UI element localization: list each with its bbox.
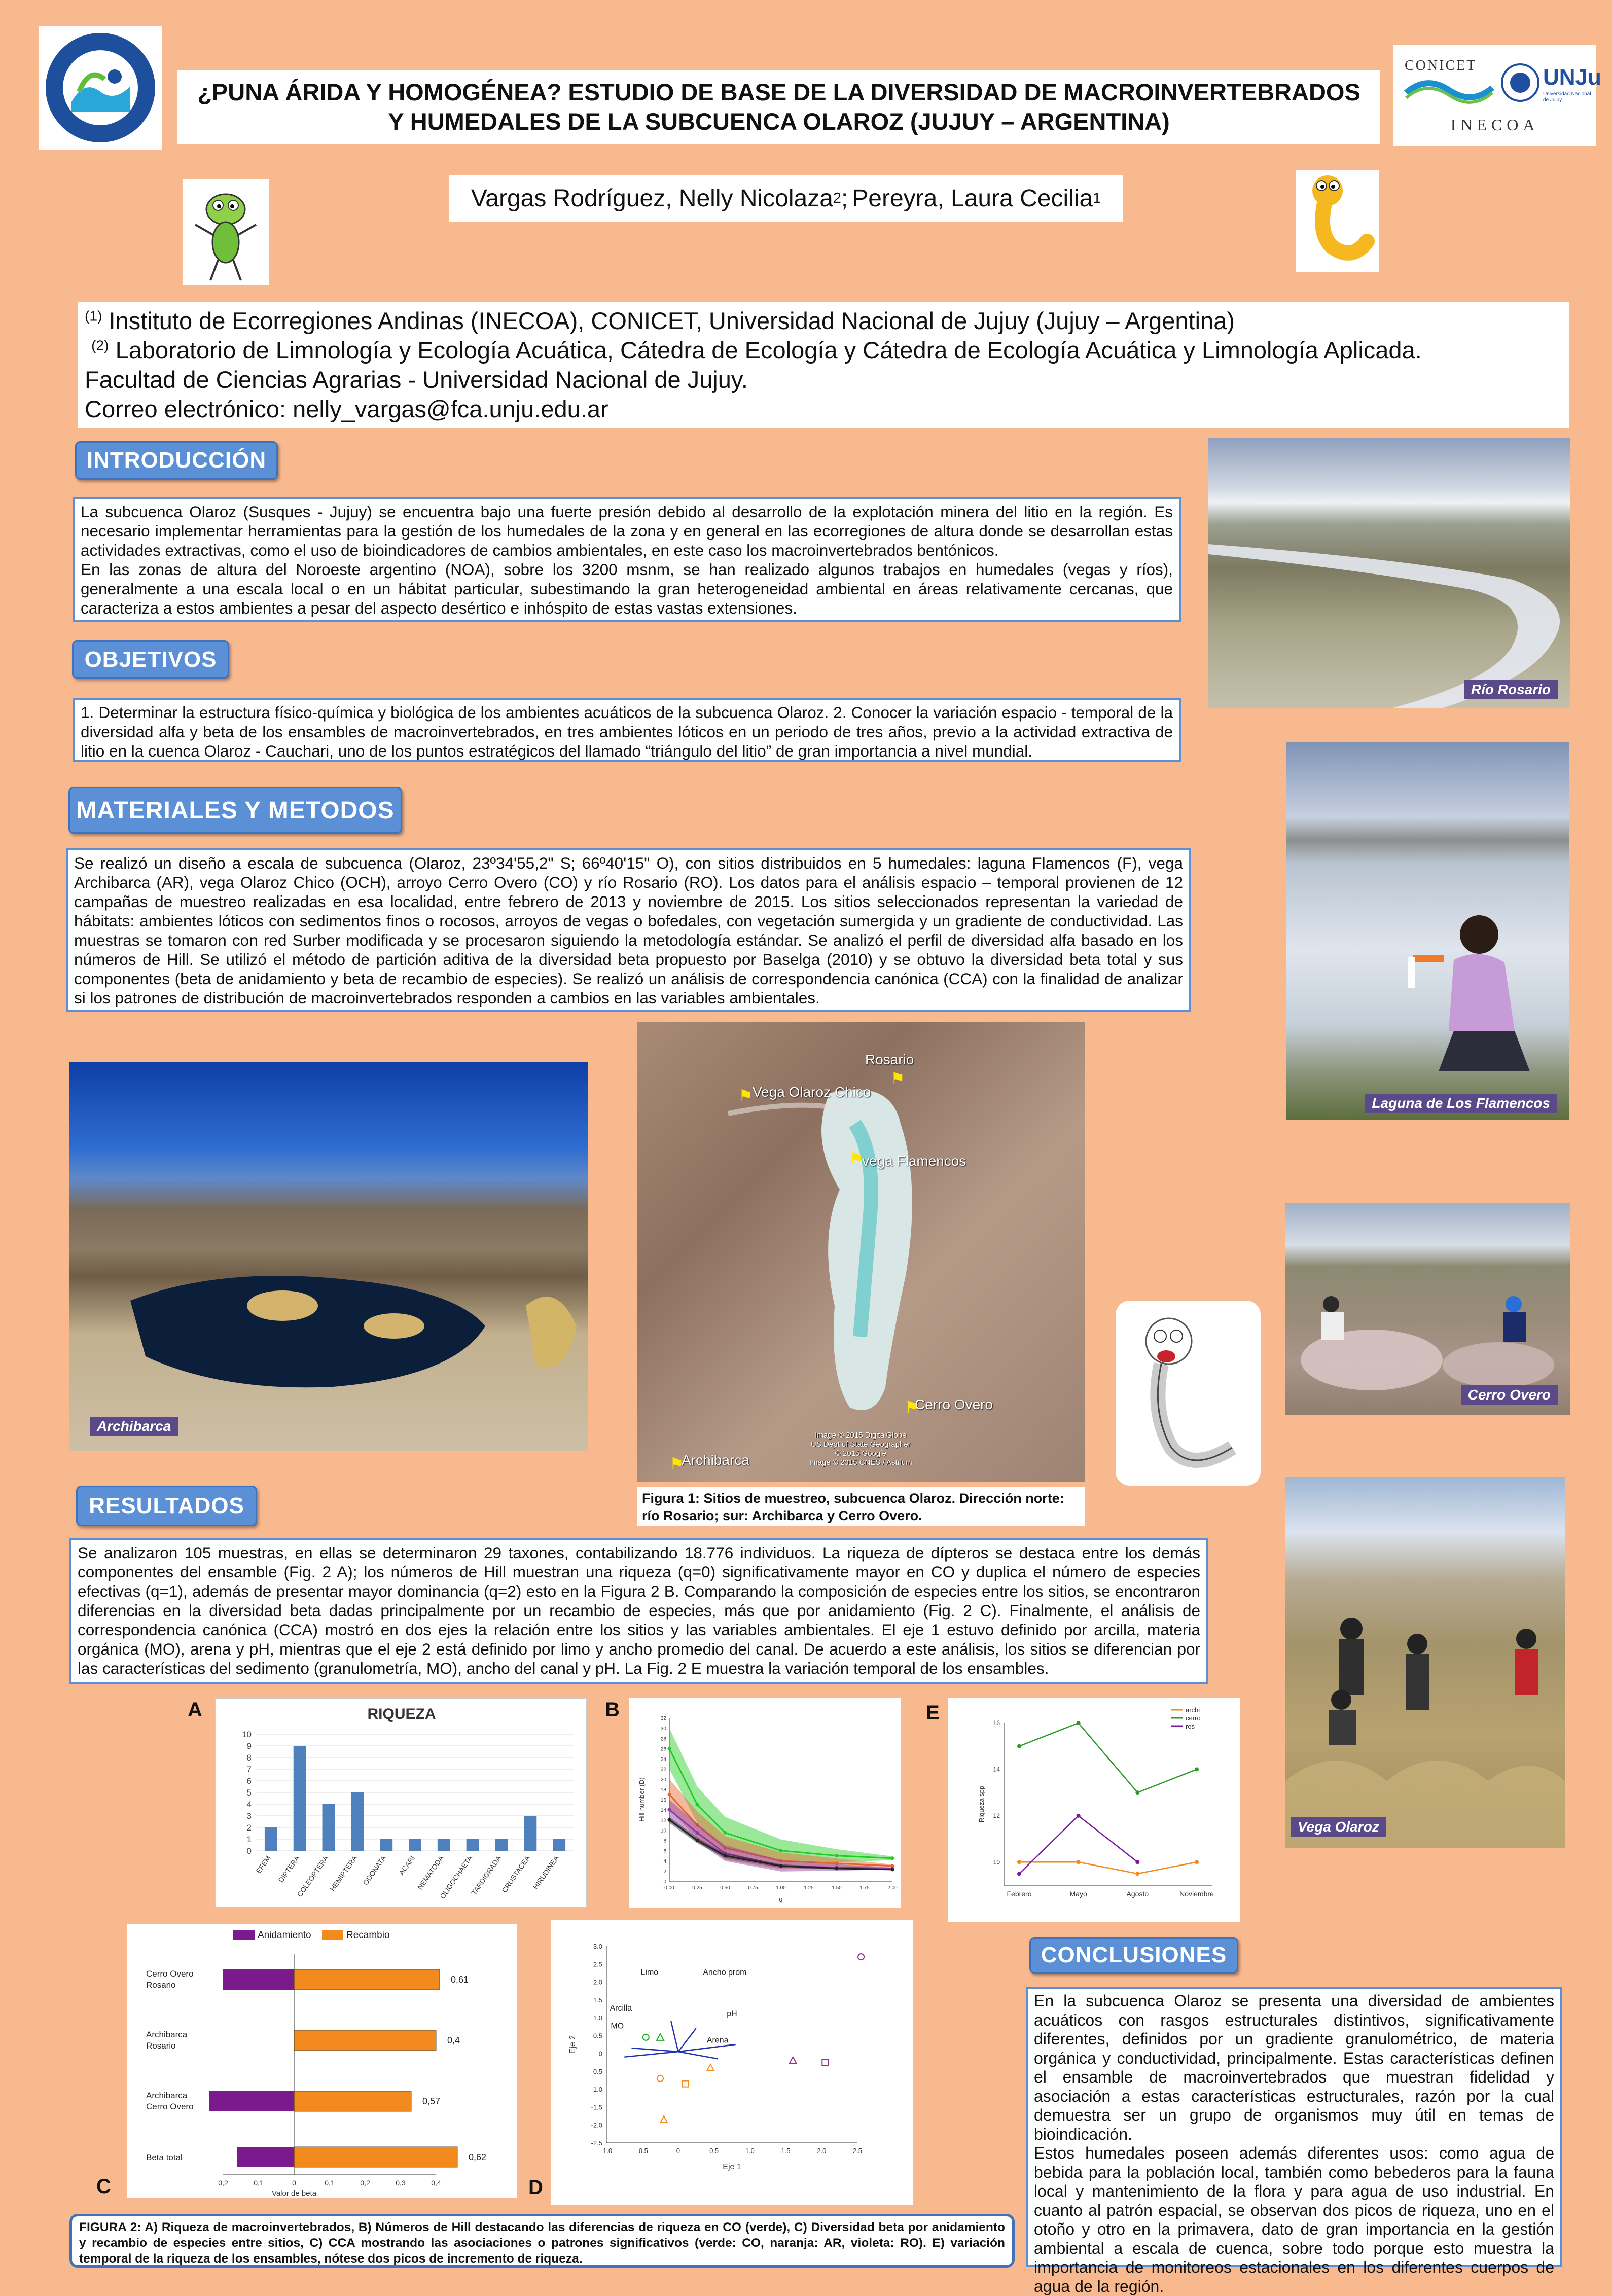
fig-letter-c: C: [96, 2175, 111, 2198]
chart-d-site-point: [657, 2075, 663, 2082]
chart-d-site-point: [643, 2034, 649, 2040]
chart-b-ytick: 4: [663, 1858, 666, 1864]
chart-e-legend-label: archi: [1186, 1706, 1200, 1714]
chart-d-xlabel: Eje 1: [723, 2163, 741, 2171]
chart-d-site-point: [822, 2059, 828, 2065]
chart-a-category: EFEM: [254, 1854, 272, 1875]
chart-d-vector: [671, 2021, 678, 2052]
chart-c-legend-swatch: [322, 1930, 343, 1940]
unju-seal-icon: [1500, 60, 1541, 105]
chart-a-ytick: 3: [246, 1811, 252, 1821]
chart-c-category: Rosario: [146, 2041, 176, 2051]
chart-a-bar: [553, 1839, 565, 1851]
chart-b-point: [696, 1839, 699, 1842]
intro-header: INTRODUCCIÓN: [75, 441, 278, 480]
chart-d-vector: [678, 2044, 735, 2052]
chart-a-ytick: 2: [246, 1823, 252, 1833]
chart-a-category: ACARI: [397, 1854, 416, 1877]
chart-b-ytick: 30: [660, 1726, 666, 1732]
chart-b-point: [835, 1854, 839, 1857]
chart-e-line: [1019, 1816, 1137, 1874]
chart-c-bar-nested: [209, 2091, 294, 2111]
author-1: Vargas Rodríguez, Nelly Nicolaza: [471, 185, 833, 212]
chart-b-ytick: 20: [660, 1777, 666, 1783]
map-copyright-1: Image © 2015 DigitalGlobe: [815, 1431, 907, 1440]
chart-b-point: [668, 1792, 671, 1796]
chart-d-vector-label: Ancho prom: [703, 1968, 747, 1977]
chart-d-ytick: 1.0: [593, 2014, 602, 2022]
chart-b-ytick: 26: [660, 1746, 666, 1752]
chart-c-bar-turnover: [294, 2030, 436, 2051]
chart-d-site-point: [790, 2057, 797, 2064]
chart-b-point: [696, 1831, 699, 1835]
chart-d-vector: [632, 2048, 678, 2052]
chart-b-ylabel: Hill number (D): [638, 1777, 646, 1822]
conicet-text: CONICET: [1405, 58, 1477, 74]
chart-b-xtick: 1.25: [804, 1885, 814, 1891]
chart-a-category: ODONATA: [361, 1854, 388, 1887]
chart-c-xtick: 0,1: [254, 2179, 264, 2187]
intro-paragraph-2: En las zonas de altura del Noroeste argentino (NOA), sobre los 3200 msnm, se han realizado algunos trabajos en humedales (vegas y ríos), generalmente a una escala local o en un hábitat particular, subestimando la gran heterogeneidad ambiental en áreas relativamente cercanas, que caracteriza a estos ambientes a pesar del aspecto desértico e inhóspito de estas vastas extensiones.: [81, 560, 1173, 617]
chart-b-ytick: 16: [660, 1798, 666, 1803]
conclusions-paragraph-1: En la subcuenca Olaroz se presenta una diversidad de ambientes acuáticos con rasgos estructurales distintivos, significativamente diferentes, definidos por un gradiente granulométrico, de materia orgánica y conductividad, principalmente. Estas características definen el ensamble de macroinvertebrados que muestran fidelidad y asociación a estas características estructurales, razón por la cual demuestra ser un grupo de organismos muy útil en temas de bioindicación.: [1034, 1992, 1554, 2143]
chart-c-category: Beta total: [146, 2152, 183, 2162]
chart-b-xtick: 1.75: [859, 1885, 870, 1891]
chart-e-point: [1195, 1860, 1199, 1864]
chart-a-bar: [467, 1839, 479, 1851]
chart-a-ytick: 6: [246, 1776, 252, 1786]
map-pin-flamencos: ⚑: [849, 1150, 864, 1168]
chart-b-xtick: 0.75: [748, 1885, 758, 1891]
chart-b-point: [835, 1867, 839, 1870]
institution-logos: [1393, 45, 1601, 146]
chart-c-xlabel: Valor de beta: [271, 2189, 317, 2198]
chart-riqueza-svg: [216, 1699, 588, 1909]
chart-d-ytick: 3.0: [593, 1943, 602, 1950]
chart-c-total: 0,62: [469, 2152, 487, 2162]
chart-b-xtick: 1.00: [776, 1885, 786, 1891]
chart-b-point: [779, 1864, 783, 1868]
chart-e-point: [1017, 1872, 1021, 1876]
chart-e-point: [1017, 1744, 1021, 1748]
chart-e-category: Febrero: [1007, 1890, 1032, 1898]
chart-b-xtick: 0.25: [692, 1885, 702, 1891]
chart-d-vector: [678, 2028, 696, 2052]
chart-e-category: Mayo: [1069, 1890, 1087, 1898]
chart-a-title: RIQUEZA: [367, 1706, 436, 1723]
chart-a-ytick: 5: [246, 1788, 252, 1798]
chart-e-line: [1019, 1723, 1197, 1792]
chart-e-ytick: 16: [993, 1719, 1000, 1727]
chart-d-ytick: -2.5: [591, 2139, 602, 2147]
chart-d-vector: [678, 2052, 718, 2059]
fig-letter-e: E: [926, 1702, 940, 1724]
chart-c-xtick: 0,1: [325, 2179, 335, 2187]
photo-cerro-overo: [1285, 1203, 1570, 1415]
chart-e-ylabel: Riqueza spp: [978, 1785, 985, 1823]
chart-a-bar: [294, 1746, 306, 1851]
chart-a-ytick: 8: [246, 1753, 252, 1763]
chart-e-category: Agosto: [1126, 1890, 1149, 1898]
inecoa-text: INECOA: [1450, 116, 1539, 134]
chart-a-bar: [323, 1804, 335, 1851]
chart-d-ytick: 1.5: [593, 1996, 602, 2004]
chart-d-ytick: -1.5: [591, 2103, 602, 2111]
chart-beta-svg: [127, 1924, 517, 2198]
chart-b-xtick: 2.00: [887, 1885, 898, 1891]
chart-beta: [127, 1924, 517, 2198]
chart-d-vector-label: pH: [727, 2009, 737, 2018]
chart-c-legend-label: Recambio: [346, 1930, 390, 1941]
chart-d-vector-label: Arcilla: [610, 2003, 632, 2013]
chart-cca: [551, 1920, 913, 2205]
map-label-archibarca: Archibarca: [682, 1452, 749, 1468]
map-label-rosario: Rosario: [865, 1052, 914, 1067]
figure-1-caption: Figura 1: Sitios de muestreo, subcuenca Olaroz. Dirección norte: río Rosario; sur: Archibarca y Cerro Overo.: [637, 1487, 1085, 1526]
chart-a-ytick: 0: [246, 1846, 252, 1856]
chart-a-bar: [495, 1839, 508, 1851]
lab-logo: [39, 26, 162, 150]
chart-b-ytick: 28: [660, 1736, 666, 1742]
map-pin-overo: ⚑: [905, 1398, 919, 1416]
chart-d-site-point: [657, 2034, 664, 2040]
label-laguna-flamencos: Laguna de Los Flamencos: [1365, 1094, 1557, 1113]
label-vega-olaroz: Vega Olaroz: [1291, 1817, 1386, 1837]
chart-c-total: 0,57: [422, 2096, 441, 2106]
chart-d-xtick: 2.5: [852, 2147, 863, 2155]
chart-d-xtick: 0.5: [709, 2147, 719, 2155]
chart-cca-svg: [551, 1920, 913, 2205]
chart-a-bar: [265, 1827, 277, 1851]
chart-c-category: Archibarca: [146, 2030, 188, 2039]
chart-b-point: [696, 1803, 699, 1807]
chart-d-xtick: -1.0: [600, 2147, 613, 2155]
chart-b-point: [668, 1808, 671, 1812]
unju-subtext: Universidad Nacional de Jujuy: [1543, 91, 1591, 103]
affil-sup-1: (1): [85, 307, 102, 324]
chart-a-category: DIPTERA: [276, 1854, 301, 1884]
chart-hill: [629, 1698, 901, 1908]
stream-people-icon: [1285, 1203, 1570, 1415]
chart-d-xtick: 1.5: [781, 2147, 791, 2155]
fig-letter-b: B: [605, 1699, 620, 1721]
chart-c-bar-nested: [223, 1969, 294, 1990]
chart-c-category: Archibarca: [146, 2091, 188, 2100]
label-rio-rosario: Río Rosario: [1464, 680, 1558, 699]
vega-people-icon: [1285, 1477, 1565, 1848]
chart-b-ytick: 6: [663, 1848, 666, 1854]
chart-d-ytick: -2.0: [591, 2121, 602, 2129]
chart-a-bar: [380, 1839, 392, 1851]
chart-b-point: [891, 1856, 894, 1860]
chart-c-category: Cerro Overo: [146, 2102, 194, 2111]
chart-c-xtick: 0,2: [360, 2179, 370, 2187]
chart-e-legend-label: cerro: [1186, 1714, 1201, 1722]
map-pin-rosario: ⚑: [890, 1069, 905, 1088]
chart-temporal-svg: [948, 1698, 1240, 1922]
chart-d-ylabel: Eje 2: [568, 2035, 577, 2054]
label-archibarca: Archibarca: [90, 1417, 178, 1436]
chart-hill-svg: [629, 1698, 901, 1908]
chart-e-category: Noviembre: [1179, 1890, 1214, 1898]
chart-b-point: [668, 1747, 671, 1750]
chart-c-bar-turnover: [294, 1969, 440, 1990]
chart-d-ytick: -1.0: [591, 2086, 602, 2094]
chart-a-ytick: 4: [246, 1800, 252, 1809]
methods-header: MATERIALES Y METODOS: [68, 787, 402, 834]
chart-e-legend-label: ros: [1186, 1723, 1195, 1730]
affiliations: [78, 302, 1569, 428]
chart-b-ytick: 24: [660, 1756, 666, 1763]
fig-letter-a: A: [188, 1699, 202, 1721]
chart-e-point: [1077, 1814, 1081, 1818]
chart-c-total: 0,61: [451, 1975, 469, 1985]
methods-text: Se realizó un diseño a escala de subcuenca (Olaroz, 23º34'55,2" S; 66º40'15" O), con sitios distribuidos en 5 humedales: laguna Flamencos (F), vega Archibarca (AR), vega Olaroz Chico (OCH), arroyo Cerro Overo (CO) y río Rosario (RO). Los datos para el análisis espacio – temporal provienen de 12 campañas de muestreo realizadas en esa localidad, entre febrero de 2013 y noviembre de 2015. Los sitios seleccionados representan la variedad de hábitats: ambientes lóticos con sedimentos finos o rocosos, arroyos de vegas o bofedales, con vegetación sumergida y un gradiente de conductividad. Las muestras se tomaron con red Surber modificada y se procesaron siguiendo la metodología estándar. Se analizó el perfil de diversidad alfa basado en los números de Hill. Se utilizó el método de partición aditiva de la diversidad beta propuesto por Baselga (2010) y se obtuvo la diversidad beta total y sus componentes (beta de anidamiento y beta de recambio de especies). Se realizó un análisis de correspondencia canónica (CCA) con la finalidad de analizar si los patrones de distribución de macroinvertebrados responden a cambios en las variables ambientales.: [66, 848, 1191, 1012]
site-map: [637, 1022, 1085, 1482]
pond-icon: [69, 1062, 588, 1451]
chart-a-ytick: 9: [246, 1741, 252, 1751]
chart-c-legend-label: Anidamiento: [258, 1930, 311, 1941]
chart-b-xtick: 0.00: [664, 1885, 674, 1891]
chart-a-bar: [351, 1792, 364, 1851]
chart-b-point: [724, 1831, 727, 1835]
unju-text: UNJu: [1543, 65, 1601, 90]
chart-c-legend-swatch: [233, 1930, 255, 1940]
conclusions-paragraph-2: Estos humedales poseen además diferentes usos: como agua de bebida para la población local, también como bebederos para la fauna local y mantenimiento de la flora y para agua de uso industrial. En cuanto al patrón espacial, se observan dos picos de riqueza, uno en el otoño y otro en la primavera, dato de gran importancia en la gestión ambiental a escala de cuenca, sobre todo porque esto muestra la importancia de monitoreos estacionales en los diferentes cuerpos de agua de la región.: [1034, 2144, 1554, 2295]
person-sampling-icon: [1398, 904, 1550, 1097]
objectives-text: 1. Determinar la estructura físico-química y biológica de los ambientes acuáticos de la subcuenca Olaroz. 2. Conocer la variación espacio - temporal de la diversidad alfa y beta de los ensambles de macroinvertebrados, en tres ambientes lóticos en un periodo de tres años, previo a la actividad extractiva de litio en la cuenca Olaroz - Cauchari, uno de los puntos estratégicos del llamado “triángulo del litio” de gran importancia a nivel mundial.: [73, 698, 1181, 762]
insect-mascot-icon: [183, 179, 269, 285]
map-copyright-2: US Dept of State Geographer: [811, 1440, 911, 1449]
author-separator: ;: [841, 185, 848, 212]
chart-b-point: [891, 1868, 894, 1871]
chart-e-point: [1077, 1860, 1081, 1864]
chart-c-bar-nested: [237, 2147, 294, 2167]
worm-sketch-icon: [1116, 1301, 1261, 1486]
conclusions-header: CONCLUSIONES: [1029, 1937, 1238, 1974]
chart-b-xtick: 0.50: [720, 1885, 730, 1891]
chart-e-ytick: 12: [993, 1812, 1000, 1819]
chart-c-bar-turnover: [294, 2147, 457, 2167]
chart-b-ytick: 18: [660, 1787, 666, 1793]
chart-d-vector: [624, 2052, 678, 2057]
affil-line-2: Laboratorio de Limnología y Ecología Acuática, Cátedra de Ecología y Cátedra de Ecología Acuática y Limnología Aplicada.: [109, 337, 1422, 364]
label-cerro-overo: Cerro Overo: [1461, 1385, 1558, 1405]
chart-d-xtick: 2.0: [817, 2147, 827, 2155]
chart-d-xtick: 1.0: [745, 2147, 755, 2155]
figure-2-caption: FIGURA 2: A) Riqueza de macroinvertebrados, B) Números de Hill destacando las diferencias de riqueza en CO (verde), C) Diversidad beta por anidamiento y recambio de especies entre sitios, C) CCA mostrando las asociaciones o patrones significativos (verde: CO, naranja: AR, violeta: RO). E) variación temporal de la riqueza de los ensambles, nótese dos picos de incremento de riqueza.: [69, 2214, 1015, 2268]
affil-line-3: Facultad de Ciencias Agrarias - Universidad Nacional de Jujuy.: [85, 366, 748, 393]
chart-b-ytick: 12: [660, 1818, 666, 1824]
chart-e-ytick: 10: [993, 1858, 1000, 1866]
chart-e-point: [1077, 1721, 1081, 1725]
map-copyright-4: Image © 2015 CNES / Astrium: [809, 1458, 912, 1467]
chart-d-vector-label: MO: [611, 2022, 624, 2031]
mascot-right: [1296, 170, 1379, 272]
chart-d-ytick: 2.0: [593, 1978, 602, 1986]
chart-e-point: [1135, 1860, 1139, 1864]
chart-b-ytick: 14: [660, 1808, 666, 1814]
map-label-olaroz: Vega Olaroz Chico: [753, 1084, 871, 1100]
chart-a-ytick: 10: [242, 1730, 252, 1739]
chart-d-site-point: [660, 2116, 667, 2123]
chart-c-xtick: 0,2: [218, 2179, 228, 2187]
chart-temporal: [948, 1698, 1240, 1922]
chart-d-xtick: 0: [676, 2147, 680, 2155]
chart-a-category: CRUSTACEA: [500, 1854, 532, 1894]
chart-c-total: 0,4: [447, 2035, 460, 2046]
chart-c-category: Rosario: [146, 1980, 176, 1990]
chart-a-category: TARDIGRADA: [470, 1854, 503, 1897]
chart-riqueza: [215, 1698, 587, 1908]
chart-d-ytick: 0.5: [593, 2032, 602, 2040]
chart-a-bar: [438, 1839, 450, 1851]
chart-d-site-point: [683, 2081, 689, 2087]
photo-rio-rosario: [1208, 438, 1570, 708]
title-line-1: ¿PUNA ÁRIDA Y HOMOGÉNEA? ESTUDIO DE BASE DE LA DIVERSIDAD DE MACROINVERTEBRADOS: [197, 79, 1360, 105]
chart-b-xlabel: q: [779, 1895, 783, 1903]
chart-c-xtick: 0,3: [396, 2179, 406, 2187]
chart-b-xtick: 1.50: [832, 1885, 842, 1891]
chart-e-ytick: 14: [993, 1766, 1000, 1773]
chart-b-ytick: 10: [660, 1828, 666, 1834]
chart-c-xtick: 0: [292, 2179, 296, 2187]
author-2: Pereyra, Laura Cecilia: [852, 185, 1093, 212]
chart-d-xtick: -0.5: [636, 2147, 648, 2155]
chart-e-point: [1135, 1872, 1139, 1876]
chart-a-category: NEMATODA: [415, 1854, 445, 1891]
fig-letter-d: D: [528, 2176, 543, 2199]
results-text: Se analizaron 105 muestras, en ellas se determinaron 29 taxones, contabilizando 18.776 individuos. La riqueza de dípteros se destaca entre los demás componentes del ensamble (Fig. 2 A); los números de Hill muestran una riqueza (q=0) significativamente mayor en CO y duplica el número de especies efectivas (q=1), además de presentar mayor dominancia (q=2) esto en la Figura 2 B. Comparando la composición de especies entre los sitios, se encontraron diferencias en la diversidad beta dadas principalmente por un recambio de especies, más que por anidamiento (Fig. 2 C). Finalmente, el análisis de correspondencia canónica (CCA) mostró en dos ejes la relación entre los sitios y las variables ambientales. El eje 1 estuvo definido por arcilla, materia orgánica (MO), arena y pH, mientras que el eje 2 está definido por limo y ancho promedio del canal. De acuerdo a este análisis, los sitios se diferencian por las características del sedimento (granulometría, MO), ancho del canal y pH. La Fig. 2 E muestra la variación temporal de los ensambles.: [69, 1538, 1208, 1684]
map-label-flamencos: vega Flamencos: [862, 1153, 966, 1169]
mascot-left: [183, 179, 269, 285]
chart-a-category: HIRUDINEA: [531, 1854, 561, 1891]
affil-line-4: Correo electrónico: nelly_vargas@fca.unju.edu.ar: [85, 396, 608, 422]
chart-b-point: [668, 1818, 671, 1822]
worm-mascot-icon: [1296, 170, 1379, 272]
map-pin-olaroz: ⚑: [738, 1087, 753, 1105]
chart-b-ytick: 22: [660, 1767, 666, 1773]
chart-d-ytick: 2.5: [593, 1960, 602, 1968]
title-line-2: Y HUMEDALES DE LA SUBCUENCA OLAROZ (JUJUY – ARGENTINA): [388, 108, 1170, 135]
chart-b-point: [724, 1854, 727, 1857]
chart-b-ytick: 2: [663, 1869, 666, 1875]
chart-d-ytick: -0.5: [591, 2067, 602, 2075]
chart-e-point: [1135, 1790, 1139, 1795]
conicet-logo-icon: [1404, 75, 1495, 105]
chart-d-ytick: 0: [598, 2050, 602, 2058]
chart-e-point: [1017, 1860, 1021, 1864]
chart-e-line: [1019, 1862, 1197, 1874]
poster-title: [177, 70, 1380, 144]
chart-b-ytick: 0: [663, 1879, 666, 1885]
river-shape-icon: [1208, 438, 1570, 708]
photo-laguna-flamencos: [1286, 742, 1569, 1120]
intro-text: [73, 497, 1181, 622]
objectives-header: OBJETIVOS: [72, 640, 229, 679]
chart-a-bar: [524, 1816, 536, 1851]
chart-d-site-point: [858, 1954, 864, 1960]
chart-b-ytick: 32: [660, 1716, 666, 1721]
chart-c-xtick: 0,4: [431, 2179, 441, 2187]
conclusions-text: [1026, 1987, 1562, 2295]
chart-a-bar: [409, 1839, 421, 1851]
chart-b-ytick: 8: [663, 1838, 666, 1844]
chart-e-point: [1195, 1767, 1199, 1771]
chart-a-category: HEMIPTERA: [328, 1854, 359, 1893]
map-copyright-3: © 2015 Google: [835, 1449, 886, 1458]
chart-d-vector-label: Limo: [640, 1968, 659, 1977]
chart-c-bar-turnover: [294, 2091, 411, 2111]
affil-sup-2: (2): [91, 337, 109, 353]
authors: Vargas Rodríguez, Nelly Nicolaza 2 ; Pereyra, Laura Cecilia 1: [449, 175, 1123, 222]
chart-d-site-point: [707, 2064, 714, 2071]
chart-b-point: [779, 1849, 783, 1852]
chart-a-category: COLEOPTERA: [295, 1854, 330, 1899]
mascot-worm-sketch: [1116, 1301, 1261, 1486]
chart-a-category: OLIGOCHAETA: [438, 1854, 474, 1900]
results-header: RESULTADOS: [76, 1486, 257, 1526]
chart-c-category: Cerro Overo: [146, 1969, 194, 1979]
map-copyright: [809, 1431, 912, 1467]
photo-vega-olaroz: [1285, 1477, 1565, 1848]
chart-a-ytick: 7: [246, 1765, 252, 1774]
lab-logo-icon: [44, 31, 158, 145]
intro-paragraph-1: La subcuenca Olaroz (Susques - Jujuy) se encuentra bajo una fuerte presión debido al desarrollo de la explotación minera del litio en la región. Es necesario implementar herramientas para la gestión de los humedales de la zona y en general en las ecorregiones de altura donde se desarrollan estas actividades extractivas, como el uso de bioindicadores de cambios ambientales, en este caso los macroinvertebrados bentónicos.: [81, 503, 1173, 559]
map-label-overo: Cerro Overo: [915, 1396, 993, 1412]
map-pin-archibarca: ⚑: [669, 1455, 684, 1473]
affil-line-1: Instituto de Ecorregiones Andinas (INECOA), CONICET, Universidad Nacional de Jujuy (Jujuy – Argentina): [102, 307, 1235, 334]
chart-d-vector-label: Arena: [706, 2036, 729, 2045]
photo-archibarca: [69, 1062, 588, 1451]
chart-a-ytick: 1: [246, 1835, 252, 1844]
